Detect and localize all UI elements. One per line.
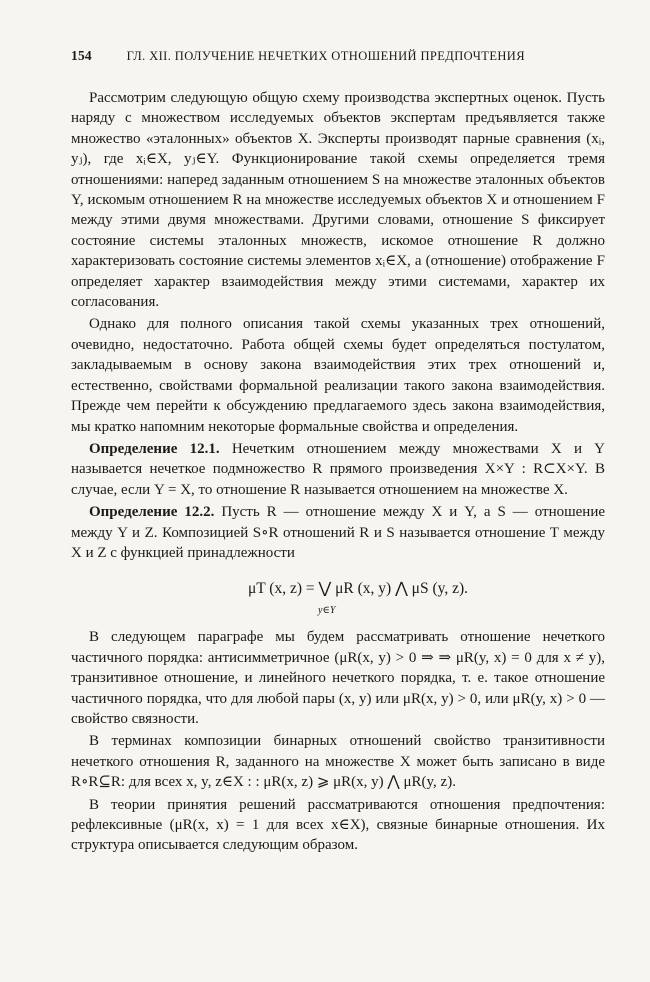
page-body [71,88,605,856]
formula-main: μT (x, z) = ⋁ μR (x, y) ⋀ μS (y, z). [247,580,469,598]
running-title: ГЛ. XII. ПОЛУЧЕНИЕ НЕЧЕТКИХ ОТНОШЕНИЙ ПРЕДПОЧТЕНИЯ [126,49,525,63]
definition-12-2 [71,502,605,563]
paragraph-1: Рассмотрим следующую общую схему производства экспертных оценок. Пусть наряду с множеством исследуемых объектов экспертам предъявляется также множество «эталонных» объектов X. Эксперты производят парные сравнения (xᵢ, yⱼ), где xᵢ∈X, yⱼ∈Y. Функционирование такой схемы определяется тремя отношениями: наперед заданным отношением S на множестве эталонных объектов Y, искомым отношением R на множестве исследуемых объектов X и отношением F между этими двумя множествами. Другими словами, отношение S фиксирует состояние системы эталонных множеств, искомое отношение R должно характеризовать состояние системы элементов xᵢ∈X, а (отношение) отображение F определяет характер взаимодействия между этими системами, характер их согласования. [71,90,605,311]
page-number: 154 [71,48,92,63]
paragraph-3: В следующем параграфе мы будем рассматривать отношение нечеткого частичного порядка: антисимметричное (μR(x, y) > 0 ⇒ ⇒ μR(y, x) = 0 для x ≠ y), транзитивное отношение, и линейного нечеткого порядка, т. е. такое отношение частичного порядка, что для любой пары (x, y) или μR(x, y) > 0, или μR(y, x) > 0 — свойство связности. [71,629,605,727]
composition-formula [111,577,605,617]
paragraph-4: В терминах композиции бинарных отношений свойство транзитивности нечеткого отношения R, заданного на множестве X может быть записано в виде R∘R⊆R: для всех x, y, z∈X : : μR(x, z) ⩾ μR(x, y) ⋀ μR(y, z). [71,733,605,791]
definition-12-1-text: Нечетким отношением между множествами X и Y называется нечеткое подмножество R прямого произведения X×Y : R⊂X×Y. В случае, если Y = X, то отношение R называется отношением на множестве X. [71,440,606,498]
paragraph-2: Однако для полного описания такой схемы указанных трех отношений, очевидно, недостаточно. Работа общей схемы будет определяться постулатом, закладываемым в основу закона взаимодействия этих трех отношений и, естественно, свойствами формальной реализации такого закона взаимодействия. Прежде чем перейти к обсуждению предлагаемого здесь закона взаимодействия, мы кратко напомним некоторые формальные свойства и определения. [71,316,605,435]
formula-subscript: y∈Y [318,605,336,617]
definition-12-1-heading: Определение 12.1. [89,440,220,457]
running-header [71,44,605,68]
book-page [71,44,605,856]
paragraph-5: В теории принятия решений рассматриваются отношения предпочтения: рефлексивные (μR(x, x) = 1 для всех x∈X), связные бинарные отношения. Их структура описывается следующим образом. [71,796,605,854]
definition-12-2-text: Пусть R — отношение между X и Y, а S — отношение между Y и Z. Композицией S∘R отношений R и S называется отношение T между X и Z с функцией принадлежности [71,504,606,561]
definition-12-1 [71,439,605,500]
definition-12-2-heading: Определение 12.2. [89,504,215,521]
